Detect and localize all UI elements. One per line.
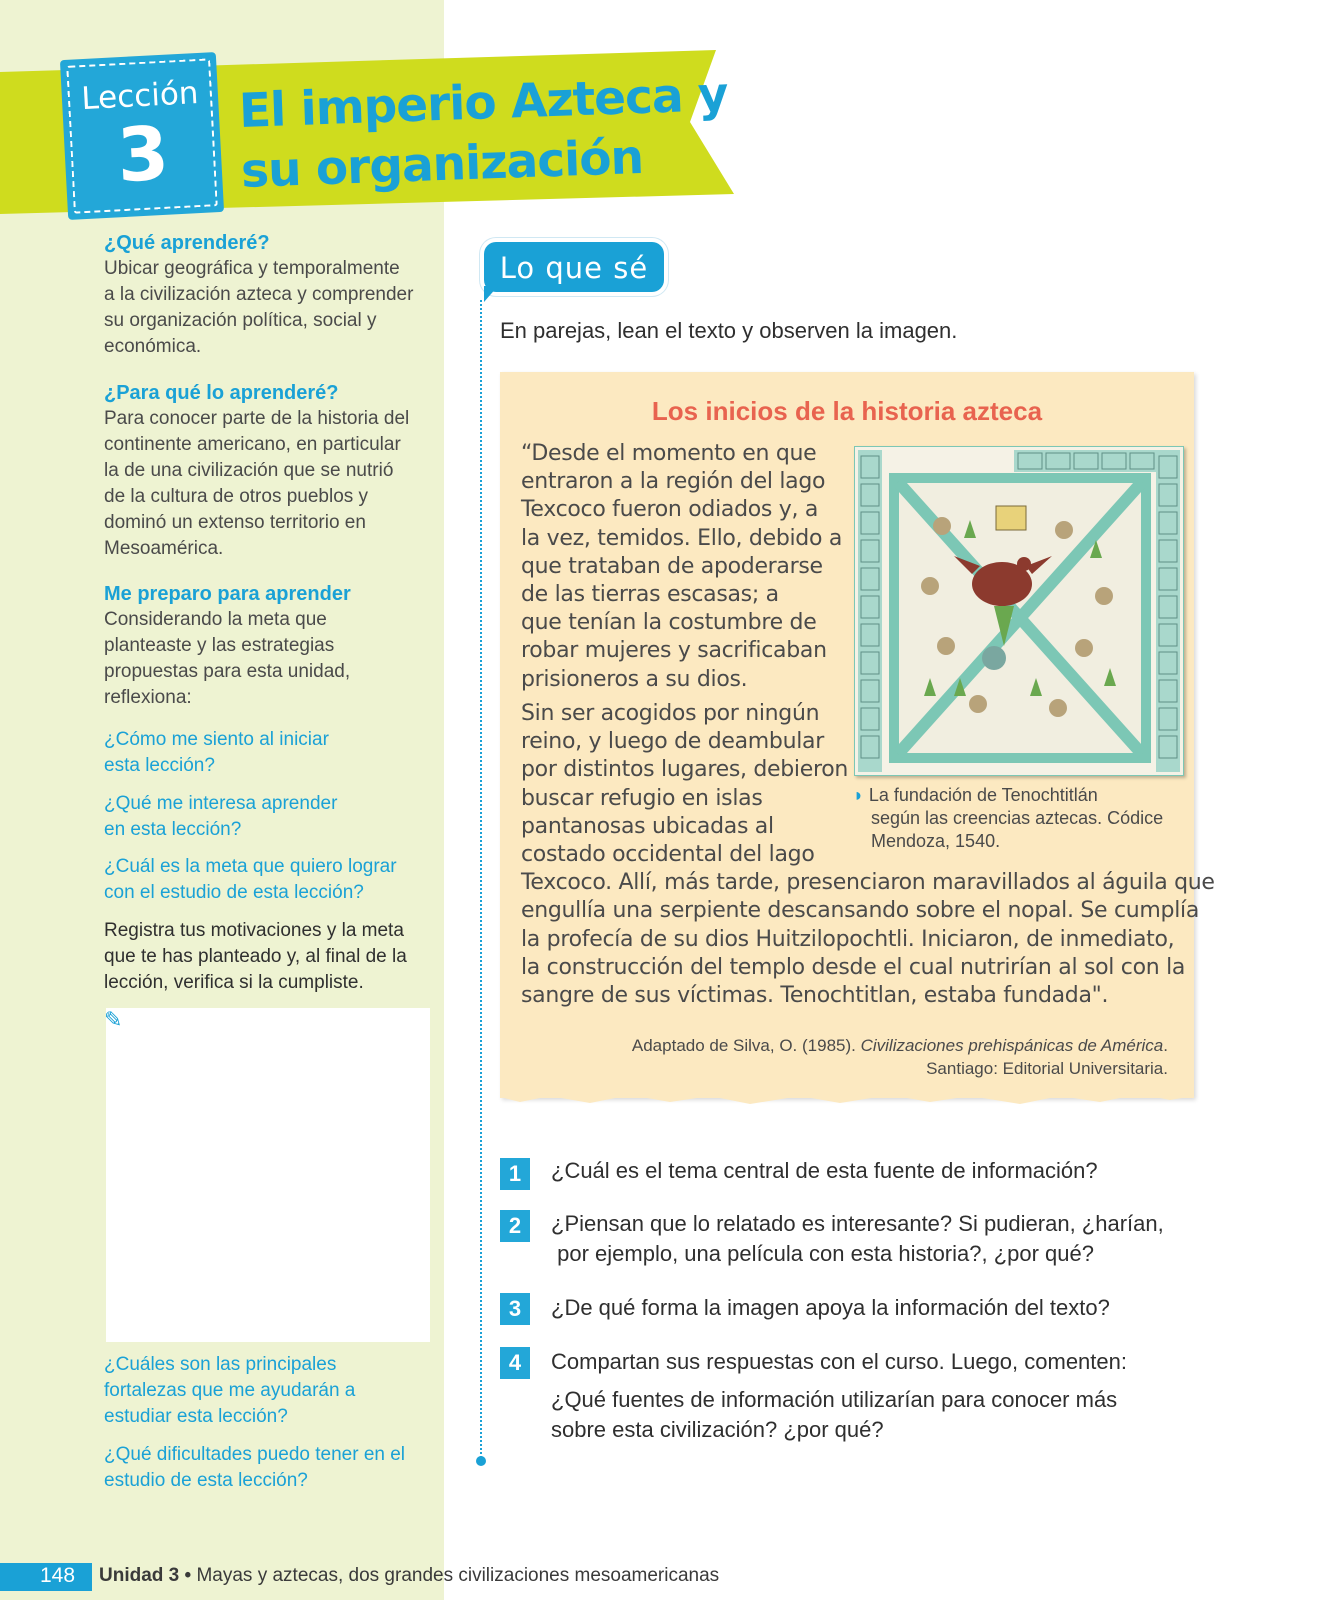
page-number: 148 xyxy=(40,1564,76,1587)
caption-bullet-icon: ◗ xyxy=(853,785,864,805)
section-dotted-line xyxy=(480,300,482,1458)
source-citation: Adaptado de Silva, O. (1985). Civilizaciones prehispánicas de América. Santiago: Editorial Universitaria. xyxy=(631,1036,1168,1078)
image-caption: ◗ La fundación de Tenochtitlán según las creencias aztecas. Códice Mendoza, 1540. xyxy=(853,785,1164,851)
card-paragraph-2: Sin ser acogidos por ningún reino, y luego de deambular por distintos lugares, debieron buscar refugio en islas pantanosas ubicadas al costado occidental del lago Texcoco. Allí, más tarde, presenciaron maravillados al águila que engullía una serpiente descansando sobre el nopal. Se cumplía la profecía de su dios Huitzilopochtli. Iniciaron, de inmediato, la construcción del templo desde el cual nutrirían al sol con la sangre de sus víctimas. Tenochtitlan, estaba fundada". xyxy=(521,701,1215,1009)
why-learn-text: Para conocer parte de la historia del continente americano, en particular la de una civilización que se nutrió de la cultura de otros pueblos y dominó un extenso territorio en Mesoamérica. xyxy=(104,408,410,559)
sidebar-prepare xyxy=(104,581,429,711)
reflect-question-2: ¿Qué me interesa aprender en esta lección? xyxy=(104,793,338,840)
lesson-word: Lección xyxy=(80,75,200,118)
pencil-icon: ✎ xyxy=(104,1008,123,1033)
torn-paper-edge xyxy=(500,1082,1194,1112)
codex-mendoza-illustration xyxy=(854,446,1184,776)
footer-unit: Unidad 3 • Mayas y aztecas, dos grandes civilizaciones mesoamericanas xyxy=(99,1565,720,1586)
question-1: ¿Cuál es el tema central de esta fuente de información? xyxy=(551,1158,1098,1183)
card-title: Los inicios de la historia azteca xyxy=(651,396,1043,426)
sidebar-what-learn xyxy=(104,230,429,360)
section-line-end-dot xyxy=(476,1456,486,1466)
lesson-badge xyxy=(60,52,224,220)
register-instruction: Registra tus motivaciones y la meta que te has planteado y, al final de la lección, verifica si la cumpliste. xyxy=(104,920,407,993)
prepare-text: Considerando la meta que planteaste y las estrategias propuestas para esta unidad, reflexiona: xyxy=(104,609,351,708)
reflect-question-3: ¿Cuál es la meta que quiero lograr con el estudio de esta lección? xyxy=(104,856,397,903)
sidebar-why-learn xyxy=(104,380,429,562)
section-label: Lo que sé xyxy=(499,251,649,285)
question-number-4: 4 xyxy=(500,1347,530,1379)
question-3: ¿De qué forma la imagen apoya la información del texto? xyxy=(551,1295,1110,1320)
page-title: El imperio Azteca y su organización xyxy=(238,66,729,199)
reflect-question-1: ¿Cómo me siento al iniciar esta lección? xyxy=(104,729,329,776)
why-learn-heading: ¿Para qué lo aprenderé? xyxy=(104,382,339,404)
prepare-heading: Me preparo para aprender xyxy=(104,583,351,605)
writing-area[interactable] xyxy=(106,1008,430,1342)
question-4: Compartan sus respuestas con el curso. Luego, comenten: ¿Qué fuentes de información utilizarían para conocer más sobre esta civilización? ¿por qué? xyxy=(551,1349,1127,1442)
section-label-tail xyxy=(484,286,498,302)
what-learn-heading: ¿Qué aprenderé? xyxy=(104,232,270,254)
reflect-question-4: ¿Cuáles son las principales fortalezas que me ayudarán a estudiar esta lección? xyxy=(104,1354,356,1427)
lesson-number: 3 xyxy=(115,110,171,200)
question-2: ¿Piensan que lo relatado es interesante? Si pudieran, ¿harían, por ejemplo, una película con esta historia?, ¿por qué? xyxy=(551,1211,1164,1266)
card-paragraph-1: “Desde el momento en que entraron a la región del lago Texcoco fueron odiados y, a la vez, temidos. Ello, debido a que trataban de apoderarse de las tierras escasas; a que tenían la costumbre de robar mujeres y sacrificaban prisioneros a su dios. xyxy=(521,441,843,692)
what-learn-text: Ubicar geográfica y temporalmente a la civilización azteca y comprender su organización política, social y económica. xyxy=(104,258,414,357)
question-number-1: 1 xyxy=(500,1158,530,1190)
reflect-question-5: ¿Qué dificultades puedo tener en el estudio de esta lección? xyxy=(104,1444,406,1491)
section-label-badge xyxy=(484,242,664,292)
question-number-3: 3 xyxy=(500,1293,530,1325)
question-number-2: 2 xyxy=(500,1210,530,1242)
instruction-text: En parejas, lean el texto y observen la imagen. xyxy=(500,318,958,343)
